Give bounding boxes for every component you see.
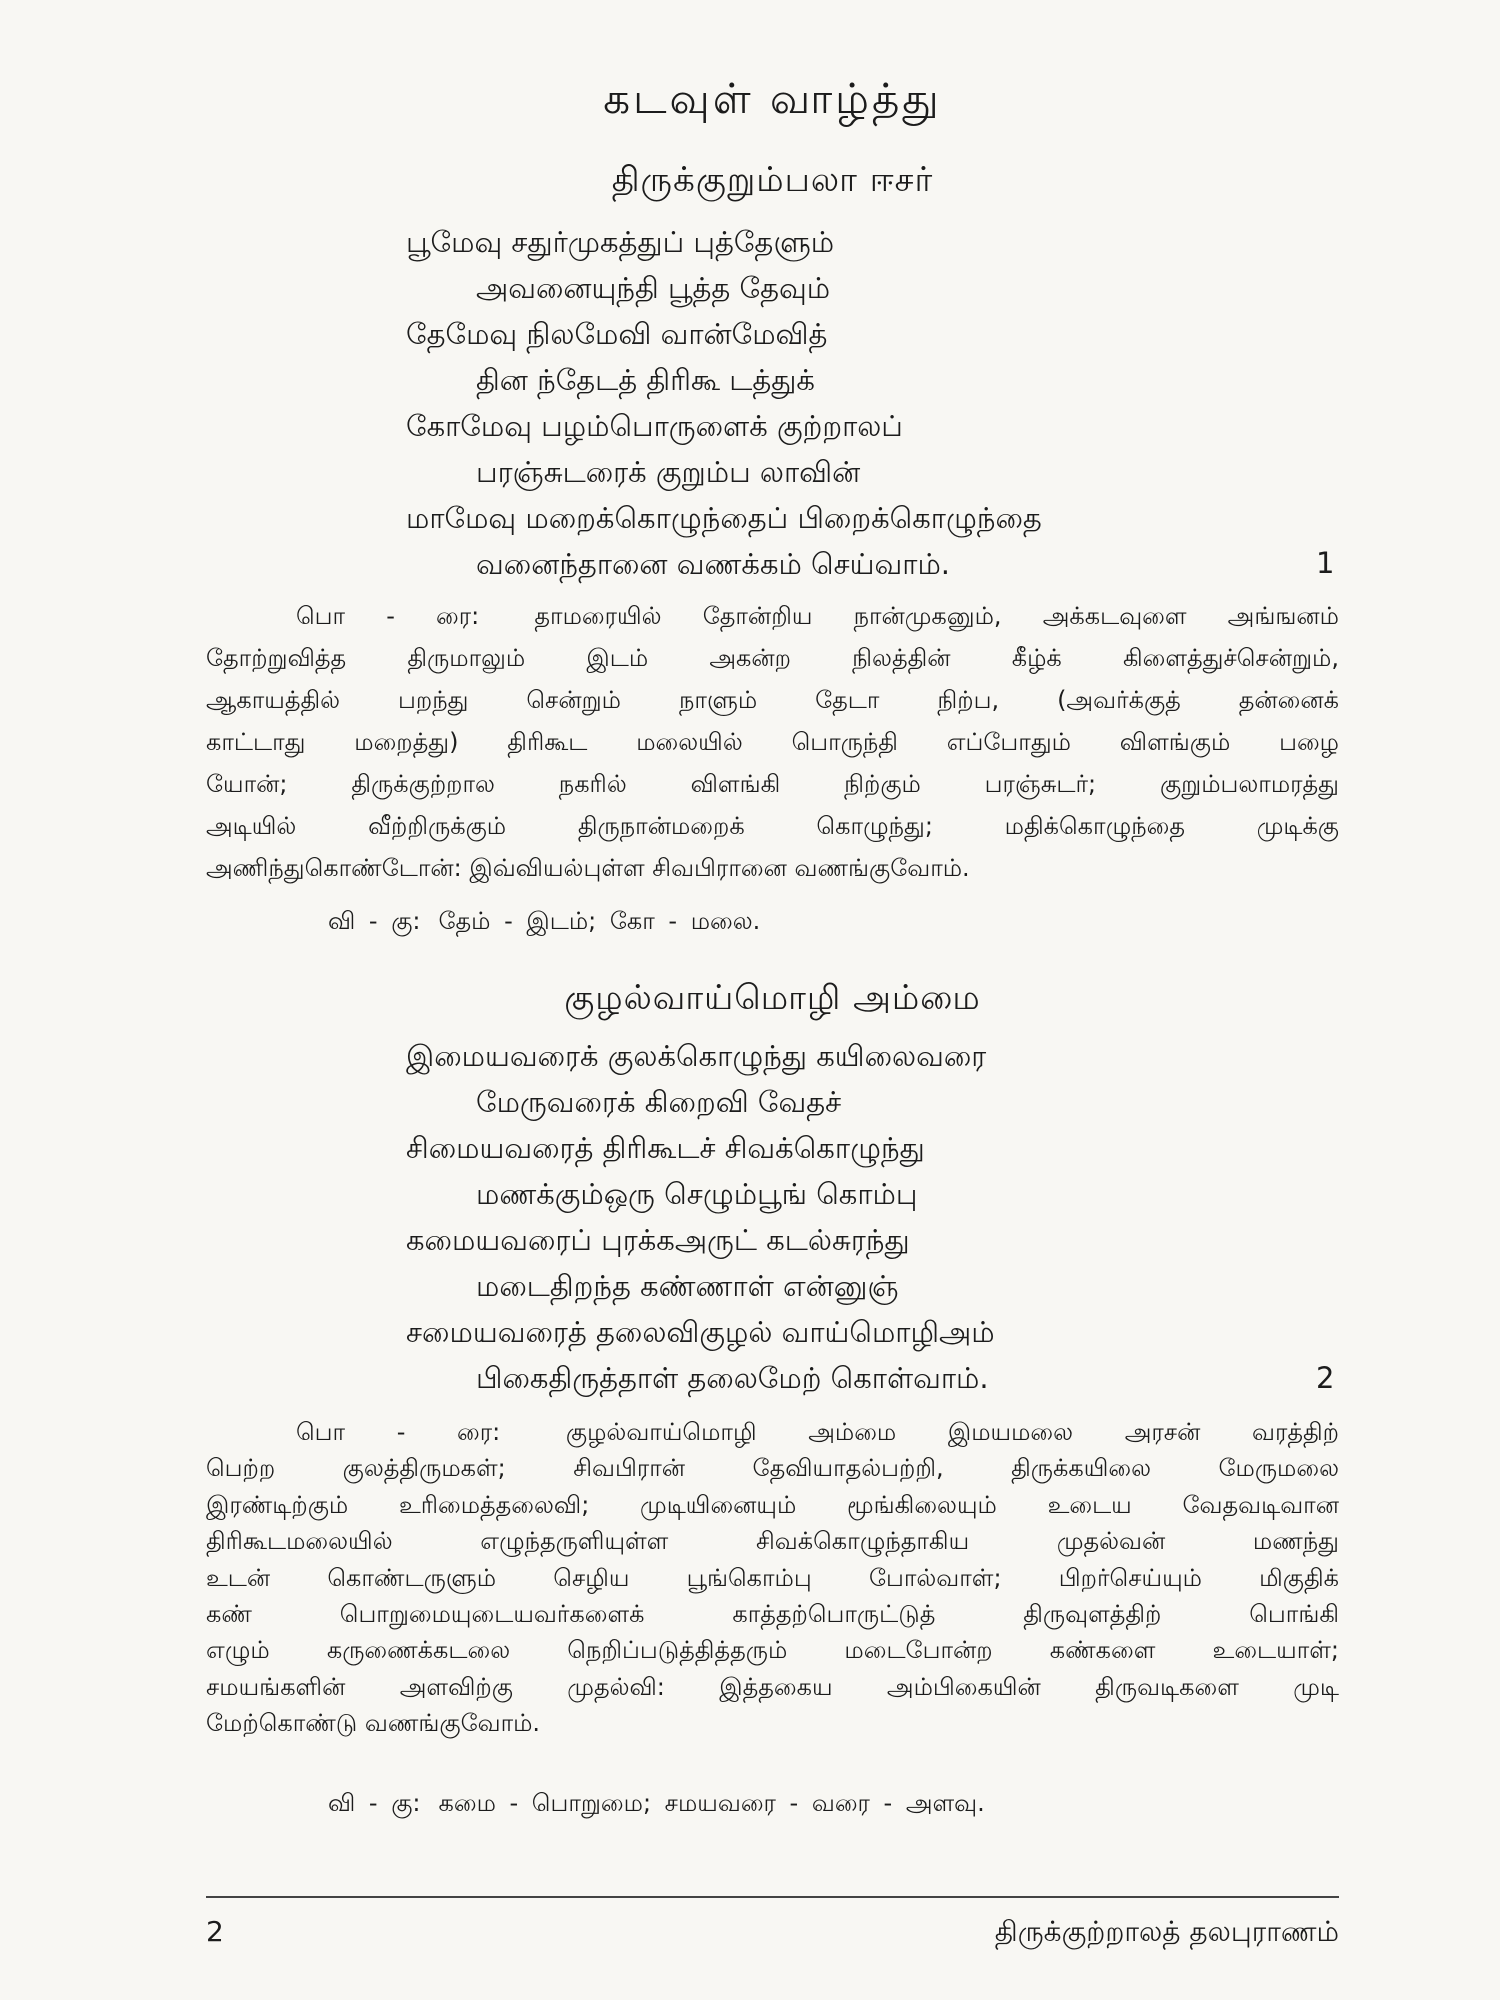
commentary-text: குழல்வாய்மொழி அம்மை இமயமலை அரசன் வரத்திற் xyxy=(565,1418,1339,1446)
verse-line: சமையவரைத் தலைவிகுழல் வாய்மொழிஅம் xyxy=(406,1315,995,1349)
verse-number: 1 xyxy=(1316,546,1335,580)
verse-block xyxy=(406,1033,1306,1401)
note-text: தேம் - இடம்; கோ - மலை. xyxy=(438,907,761,935)
commentary-paragraph xyxy=(206,595,1339,889)
verse-line: பரஞ்சுடரைக் குறும்ப லாவின் xyxy=(476,455,861,489)
verse-line: இமையவரைக் குலக்கொழுந்து கயிலைவரை xyxy=(406,1039,987,1073)
verse-line: மணக்கும்ஒரு செழும்பூங் கொம்பு xyxy=(476,1177,918,1211)
verse-line: பிகைதிருத்தாள் தலைமேற் கொள்வாம். xyxy=(476,1361,989,1395)
commentary-line: திரிகூடமலையில் எழுந்தருளியுள்ள சிவக்கொழுந்தாகிய முதல்வன் மணந்து xyxy=(206,1527,1339,1556)
commentary-paragraph xyxy=(206,1414,1339,1742)
running-footer-title: திருக்குற்றாலத் தலபுராணம் xyxy=(994,1915,1339,1948)
verse-line: மேருவரைக் கிறைவி வேதச் xyxy=(476,1085,842,1119)
verse-line: கமையவரைப் புரக்கஅருட் கடல்சுரந்து xyxy=(406,1223,910,1257)
commentary-line: யோன்; திருக்குற்றால நகரில் விளங்கி நிற்கும் பரஞ்சுடர்; குறும்பலாமரத்து xyxy=(206,770,1339,798)
grammar-note xyxy=(328,901,760,941)
commentary-label: பொ - ரை: xyxy=(296,602,480,630)
section-heading: திருக்குறும்பலா ஈசர் xyxy=(611,160,934,200)
verse-block xyxy=(406,219,1306,587)
commentary-line: ஆகாயத்தில் பறந்து சென்றும் நாளும் தேடா நிற்ப, (அவர்க்குத் தன்னைக் xyxy=(206,686,1339,714)
commentary-line: பெற்ற குலத்திருமகள்; சிவபிரான் தேவியாதல்பற்றி, திருக்கயிலை மேருமலை xyxy=(206,1454,1339,1483)
note-label: வி - கு: xyxy=(328,907,421,935)
commentary-line xyxy=(206,1414,1339,1450)
verse-number: 2 xyxy=(1316,1361,1335,1395)
commentary-line: மேற்கொண்டு வணங்குவோம். xyxy=(206,1709,541,1738)
page-number: 2 xyxy=(206,1915,224,1948)
note-label: வி - கு: xyxy=(328,1789,421,1817)
verse-line: வனைந்தானை வணக்கம் செய்வாம். xyxy=(476,547,951,581)
commentary-line: காட்டாது மறைத்து) திரிகூட மலையில் பொருந்தி எப்போதும் விளங்கும் பழை xyxy=(206,728,1339,756)
verse-line: மடைதிறந்த கண்ணாள் என்னுஞ் xyxy=(476,1269,899,1303)
commentary-line: இரண்டிற்கும் உரிமைத்தலைவி; முடியினையும் மூங்கிலையும் உடைய வேதவடிவான xyxy=(206,1490,1339,1519)
commentary-line: சமயங்களின் அளவிற்கு முதல்வி: இத்தகைய அம்பிகையின் திருவடிகளை முடி xyxy=(206,1672,1339,1701)
verse-line: பூமேவு சதுர்முகத்துப் புத்தேளும் xyxy=(406,225,835,259)
commentary-line: தோற்றுவித்த திருமாலும் இடம் அகன்ற நிலத்தின் கீழ்க் கிளைத்துச்சென்றும், xyxy=(206,644,1339,672)
verse-line: சிமையவரைத் திரிகூடச் சிவக்கொழுந்து xyxy=(406,1131,925,1165)
note-text: கமை - பொறுமை; சமயவரை - வரை - அளவு. xyxy=(438,1789,985,1817)
page-title: கடவுள் வாழ்த்து xyxy=(603,74,942,123)
commentary-label: பொ - ரை: xyxy=(296,1418,501,1446)
commentary-line: கண் பொறுமையுடையவர்களைக் காத்தற்பொருட்டுத் திருவுளத்திற் பொங்கி xyxy=(206,1599,1339,1628)
grammar-note xyxy=(328,1783,985,1823)
section-heading: குழல்வாய்மொழி அம்மை xyxy=(564,978,981,1018)
footer-rule xyxy=(206,1896,1339,1898)
verse-line: கோமேவு பழம்பொருளைக் குற்றாலப் xyxy=(406,409,903,443)
commentary-line: எழும் கருணைக்கடலை நெறிப்படுத்தித்தரும் மடைபோன்ற கண்களை உடையாள்; xyxy=(206,1636,1339,1665)
commentary-line: அடியில் வீற்றிருக்கும் திருநான்மறைக் கொழுந்து; மதிக்கொழுந்தை முடிக்கு xyxy=(206,812,1339,840)
commentary-line: அணிந்துகொண்டோன்: இவ்வியல்புள்ள சிவபிரானை வணங்குவோம். xyxy=(206,854,970,882)
verse-line: தின ந்தேடத் திரிகூ டத்துக் xyxy=(476,363,815,397)
verse-line: அவனையுந்தி பூத்த தேவும் xyxy=(476,271,831,305)
verse-line: தேமேவு நிலமேவி வான்மேவித் xyxy=(406,317,828,351)
verse-line: மாமேவு மறைக்கொழுந்தைப் பிறைக்கொழுந்தை xyxy=(406,501,1042,535)
commentary-line xyxy=(206,595,1339,637)
commentary-line: உடன் கொண்டருளும் செழிய பூங்கொம்பு போல்வாள்; பிறர்செய்யும் மிகுதிக் xyxy=(206,1563,1339,1592)
commentary-text: தாமரையில் தோன்றிய நான்முகனும், அக்கடவுளை அங்ஙனம் xyxy=(534,602,1339,630)
